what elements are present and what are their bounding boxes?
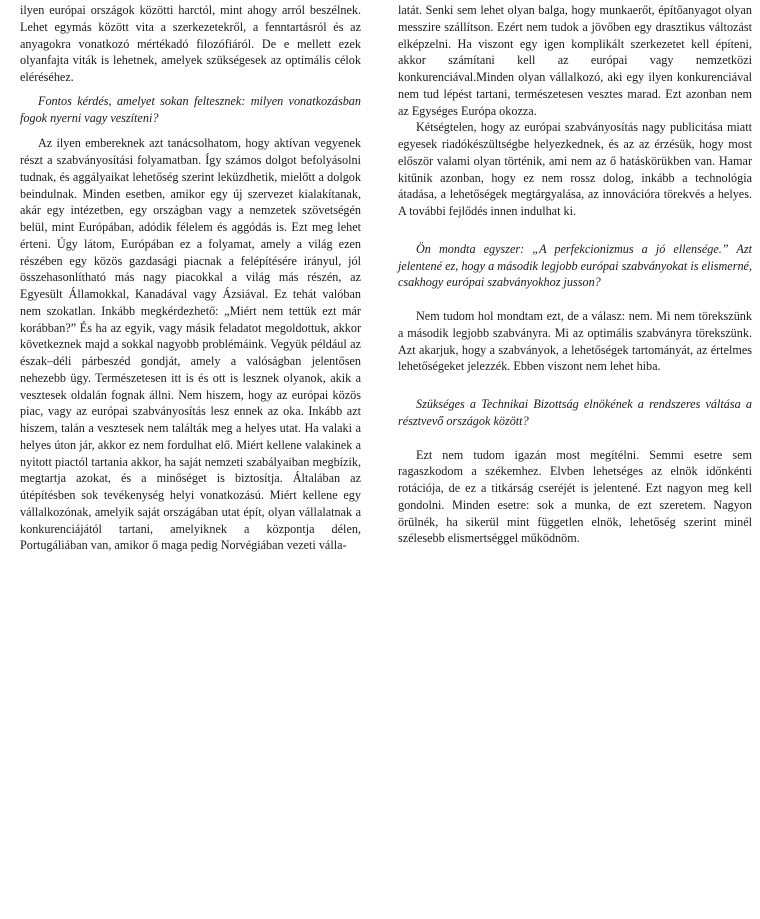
body-paragraph: Kétségtelen, hogy az európai szabványosítás nagy publicitása miatt egyesek riadókészültségbe helyezkednek, és az az érzésük, hogy most először valami olyan történik, ami nem az ő hatáskörükben van. Hamar kitűnik azonban, hogy ez nem rossz dolog, inkább a technológia átadása, a lehetőségek megtárgyalása, az innovációra törekvés a helyes. A további fejlődés innen indulhat ki. <box>398 120 752 218</box>
interview-question: Fontos kérdés, amelyet sokan feltesznek: milyen vonatkozásban fogok nyerni vagy veszíteni? <box>20 93 361 125</box>
body-paragraph: Az ilyen embereknek azt tanácsolhatom, hogy aktívan vegyenek részt a szabványosítási folyamatban. Így számos dolgot befolyásolni tudnak, és aggályaikat lehetőség szerint leküzdhetik, mielőtt a dolgok beindulnak. Minden esetben, amikor egy új szervezet kialakítanak, akár egy intézetben, egy országban vagy a nemzetek szövetségén belül, mint Európában, adódik félelem és aggódás is. Ezt meg lehet érteni. Úgy látom, Európában ez a folyamat, amely a világ ezen részében egy közös gazdasági piacnak a felépítésére irányul, jól összehasonlítható más nagy piacokkal a világ más részén, az Egyesült Államokkal, Kanadával vagy Ázsiával. Ez tehát valóban nem szokatlan. Inkább megkérdezhető: „Miért nem tettük ezt már korábban?” És ha az egyik, vagy másik feladatot megoldottuk, akkor következnek majd a sokkal nagyobb problémáink. Vegyük például az észak–déli párbeszéd gondját, amely a valóságban jelentősen nehezebb ügy. Természetesen itt is és ott is lesznek olyanok, akik a vesztesek oldalán fognak állni. Nem hiszem, hogy az európai közös piac, vagy az európai szabványosítás lesz ennek az oka. Inkább azt hiszem, talán a vesztesek nem találták meg a helyes utat. Ha valaki a helyes úton jár, akkor ez nem fordulhat elő. Miért kellene valakinek a nyitott piactól tartania akkor, ha saját nemzeti szabályaiban megbízik, megtartja azokat, és a minőséget is biztosítja. Általában az útépítésben sok tevékenység helyi vonatkozású. Miért kellene egy vállalkozónak, amelyik saját országában utat épít, olyan vállalatnak a konkurenciájától tartani, amelyiknek a központja délen, Portugáliában van, amikor ő maga pedig Norvégiában vezeti válla- <box>20 136 361 553</box>
left-column <box>20 2 361 554</box>
body-paragraph: latát. Senki sem lehet olyan balga, hogy munkaerőt, építőanyagot olyan messzire szállítson. Ezért nem tudok a jövőben egy drasztikus változást elképzelni. Ha viszont egy igen komplikált szerkezetet kell építeni, akkor számítani kell az európai vagy nemzetközi konkurenciával.Minden olyan vállalkozó, aki egy ilyen konkurenciával nem tud lépést tartani, természetesen vesztes marad. Ezt azonban nem az Egységes Európa okozza. <box>398 3 752 118</box>
body-paragraph: ilyen európai országok közötti harctól, mint ahogy arról beszélnek. Lehet egymás között vita a szerkezetekről, a fenntartásról és az anyagokra vonatkozó mértékadó filozófiáról. De e mellett ezek olyanfajta viták is lehetnek, amelyek szükségesek az optimális célok eléréséhez. <box>20 3 361 84</box>
body-paragraph: Nem tudom hol mondtam ezt, de a válasz: nem. Mi nem törekszünk a második legjobb szabványra. Mi az optimális szabványra törekszünk. Azt akarjuk, hogy a szabványok, a lehetőségek tartományát, az értelmes lehetőségeket jelezzék. Ebben viszont nem lehet hiba. <box>398 309 752 374</box>
body-paragraph: Ezt nem tudom igazán most megítélni. Semmi esetre sem ragaszkodom a székemhez. Elvben lehetséges az elnök időnkénti rotációja, de ez a titkárság cseréjét is jelentené. Ezt nagyon meg kell gondolni. Minden esetre: sok a munka, de ezt szeretem. Nagyon örülnék, ha sikerül mint független elnök, lehetőség szerint minél szélesebb elismertséggel működnöm. <box>398 447 752 546</box>
interview-question: Ön mondta egyszer: „A perfekcionizmus a jó ellensége.” Azt jelentené ez, hogy a második legjobb európai szabványokat is elismerné, csakhogy európai szabványokhoz jusson? <box>398 241 752 290</box>
interview-question: Szükséges a Technikai Bizottság elnökének a rendszeres váltása a résztvevő országok között? <box>398 397 752 428</box>
right-column <box>398 2 752 547</box>
